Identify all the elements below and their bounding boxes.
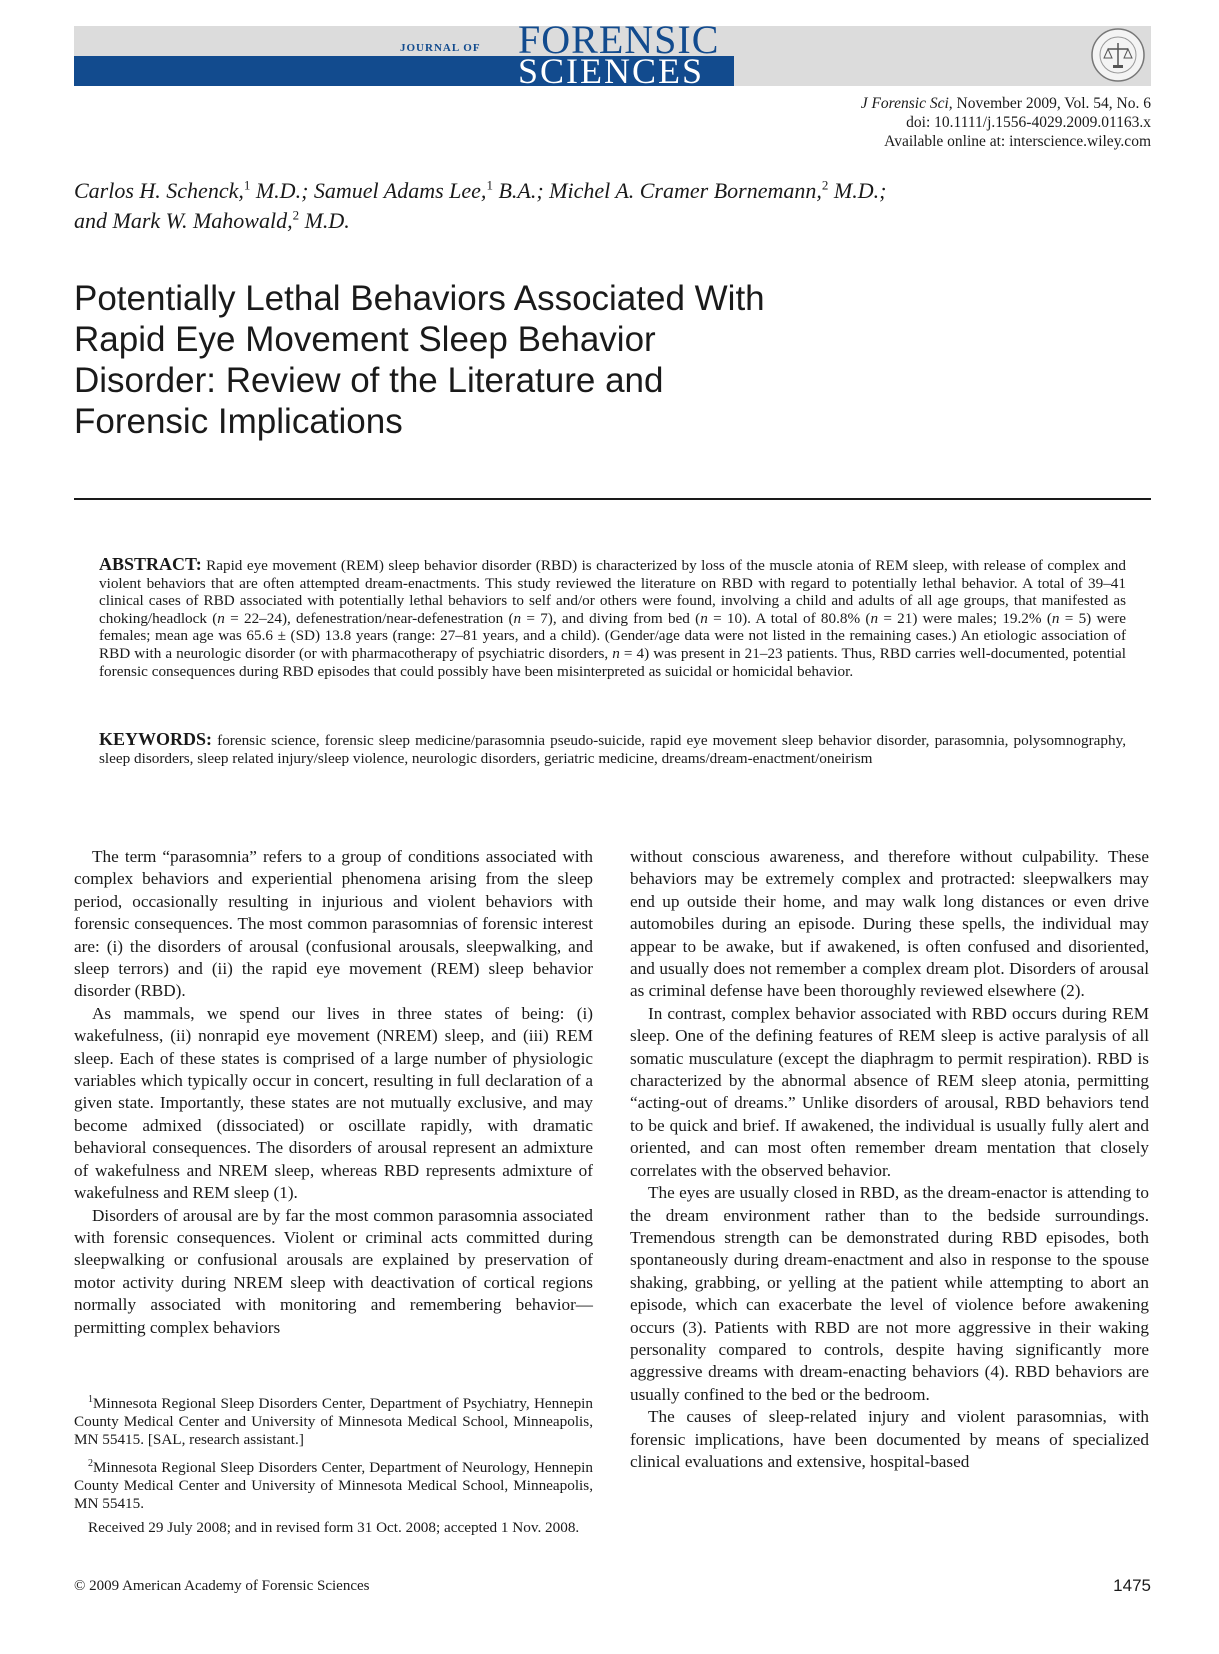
author-degree: B.A.; [492, 178, 550, 203]
footnote-1 [74, 1391, 593, 1449]
abstract-text: = 21) were males; 19.2% ( [878, 609, 1052, 627]
abstract-text: Rapid eye movement (REM) sleep behavior disorder (RBD) is characterized by loss of the muscle atonia of REM sleep, with release of complex and violent behaviors that are often attempted dream-enactments. This study reviewed the literature on RBD with regard to potentially lethal behavior. A total of 39–41 clinical cases of RBD associated with potentially lethal behaviors to self and/or others were found, involving a child and adults of all age groups, that manifested as choking/headlock ( [99, 557, 1126, 627]
title-line: Potentially Lethal Behaviors Associated With [74, 279, 765, 318]
abstract-n: n [870, 609, 879, 627]
received-dates: Received 29 July 2008; and in revised form 31 Oct. 2008; accepted 1 Nov. 2008. [88, 1519, 580, 1537]
copyright: © 2009 American Academy of Forensic Sciences [74, 1578, 370, 1594]
author-line-2 [74, 206, 1154, 236]
abstract-n: n [700, 609, 708, 627]
affiliation-mark: 2 [292, 207, 300, 223]
body-paragraph: Disorders of arousal are by far the most common parasomnia associated with forensic consequences. Violent or criminal acts committed during sleepwalking or confusional arousals are explained by preservation of motor activity during NREM sleep with deactivation of cortical regions normally associated with monitoring and remembering behavior—permitting complex behaviors [74, 1205, 593, 1337]
body-paragraph: without conscious awareness, and therefore without culpability. These behaviors may be extremely complex and protracted: sleepwalkers may end up outside their home, and may walk long distances or even drive automobiles during an episode. During these spells, the individual may appear to be awake, but if awakened, is often confused and disoriented, and usually does not remember a complex dream plot. Disorders of arousal as criminal defense have been thoroughly reviewed elsewhere (2). [630, 847, 1149, 1001]
journal-abbrev: J Forensic Sci, [860, 95, 953, 112]
body-column-right [630, 846, 1149, 1473]
citation-doi: doi: 10.1111/j.1556-4029.2009.01163.x [906, 114, 1151, 131]
citation-online: Available online at: interscience.wiley.com [884, 133, 1151, 150]
author-name: Samuel Adams Lee, [313, 178, 487, 203]
article-title [74, 278, 854, 442]
affiliation-mark: 1 [243, 177, 251, 193]
body-paragraph: The eyes are usually closed in RBD, as the dream-enactor is attending to the dream environment rather than to the bedside surroundings. Tremendous strength can be demonstrated during RBD episodes, both spontaneously during dream-enactment and also in response to the spouse shaking, grabbing, or yelling at the patient while attempting to abort an episode, which can exacerbate the level of violence before awakening occurs (3). Patients with RBD are not more aggressive in their waking personality compared to controls, despite having significantly more aggressive dreams with dream-enacting behaviors (4). RBD behaviors are usually confined to the bed or the bedroom. [630, 1183, 1149, 1404]
title-divider [74, 498, 1151, 500]
affiliation-mark: 1 [486, 177, 493, 193]
abstract-n: n [513, 609, 522, 627]
title-line: Rapid Eye Movement Sleep Behavior [74, 320, 656, 359]
journal-name-forensic: FORENSIC [518, 17, 720, 62]
author-line-1 [74, 176, 1154, 206]
footnote-2 [74, 1455, 593, 1513]
author-name: Michel A. Cramer Bornemann, [549, 178, 822, 203]
journal-of-label: JOURNAL OF [400, 42, 481, 54]
author-name: and Mark W. Mahowald, [74, 208, 293, 233]
author-degree: M.D.; [250, 178, 314, 203]
author-degree: M.D.; [828, 178, 887, 203]
citation-block [861, 94, 1151, 151]
footnote-text: Minnesota Regional Sleep Disorders Center, Department of Psychiatry, Hennepin County Medical Center and University of Minnesota Medical School, Minneapolis, MN 55415. [SAL, research assistant.] [74, 1395, 593, 1449]
footnote-text: Minnesota Regional Sleep Disorders Center, Department of Neurology, Hennepin County Medical Center and University of Minnesota Medical School, Minneapolis, MN 55415. [74, 1459, 593, 1513]
body-paragraph: In contrast, complex behavior associated with RBD occurs during REM sleep. One of the defining features of REM sleep is active paralysis of all somatic musculature (except the diaphragm to permit respiration). RBD is characterized by the abnormal absence of REM sleep atonia, permitting “acting-out of dreams.” Unlike disorders of arousal, RBD behaviors tend to be quick and brief. If awakened, the individual is usually fully alert and oriented, and can most often remember dream mentation that closely correlates with the observed behavior. [630, 1003, 1149, 1180]
keywords [99, 731, 1126, 767]
body-column-left [74, 846, 593, 1339]
footnote-mark: 2 [88, 1458, 93, 1470]
abstract-text: = 5) were females; mean age was 65.6 ± (SD) 13.8 years (range: 27–81 years, and a child). (Gender/age data were not listed in the remaining cases.) An etiologic association of RBD with a neurologic disorder (or with pharmacotherapy of psychiatric disorders, [99, 609, 1126, 662]
title-line: Forensic Implications [74, 402, 403, 441]
abstract-text: = 4) was present in 21–23 patients. Thus, RBD carries well-documented, potential forensic consequences during RBD episodes that could possibly have been misinterpreted as suicidal or homicidal behavior. [99, 644, 1126, 680]
body-paragraph: The causes of sleep-related injury and violent parasomnias, with forensic implications, have been documented by means of specialized clinical evaluations and extensive, hospital-based [630, 1407, 1149, 1471]
citation-issue-line [861, 94, 1151, 113]
keywords-text: forensic science, forensic sleep medicine/parasomnia pseudo-suicide, rapid eye movement sleep behavior disorder, parasomnia, polysomnography, sleep disorders, sleep related injury/sleep violence, neurologic disorders, geriatric medicine, dreams/dream-enactment/oneirism [99, 732, 1126, 767]
author-list [74, 176, 1154, 236]
abstract-n: n [1051, 609, 1060, 627]
footnotes [74, 1391, 593, 1543]
abstract-text: = 22–24), defenestration/near-defenestration ( [224, 609, 514, 627]
abstract-label: ABSTRACT: [99, 554, 202, 574]
citation-issue: November 2009, Vol. 54, No. 6 [952, 95, 1151, 112]
affiliation-mark: 2 [821, 177, 829, 193]
abstract-n: n [217, 609, 225, 627]
body-paragraph: The term “parasomnia” refers to a group of conditions associated with complex behaviors and experiential phenomena arising from the sleep period, occasionally resulting in injurious and violent behaviors with forensic consequences. The most common parasomnias of forensic interest are: (i) the disorders of arousal (confusional arousals, sleepwalking, and sleep terrors) and (ii) the rapid eye movement (REM) sleep behavior disorder (RBD). [74, 847, 593, 1001]
body-paragraph: As mammals, we spend our lives in three states of being: (i) wakefulness, (ii) nonrapid eye movement (NREM) sleep, and (iii) REM sleep. Each of these states is comprised of a large number of physiologic variables which typically occur in concert, resulting in full declaration of a given state. Importantly, these states are not mutually exclusive, and may become admixed (dissociated) or oscillate rapidly, with dramatic behavioral consequences. The disorders of arousal represent an admixture of wakefulness and NREM sleep, whereas RBD represents admixture of wakefulness and REM sleep (1). [74, 1003, 593, 1203]
keywords-label: KEYWORDS: [99, 729, 213, 749]
page-number: 1475 [1113, 1576, 1151, 1595]
author-name: Carlos H. Schenck, [74, 178, 244, 203]
journal-name-sciences: SCIENCES [518, 51, 705, 91]
abstract-text: = 7), and diving from bed ( [521, 609, 701, 627]
abstract-n: n [612, 644, 620, 662]
title-line: Disorder: Review of the Literature and [74, 361, 664, 400]
abstract-text: = 10). A total of 80.8% ( [707, 609, 871, 627]
abstract [99, 556, 1126, 680]
academy-seal-icon [1090, 27, 1146, 83]
author-degree: M.D. [299, 208, 350, 233]
footnote-mark: 1 [88, 1394, 93, 1405]
